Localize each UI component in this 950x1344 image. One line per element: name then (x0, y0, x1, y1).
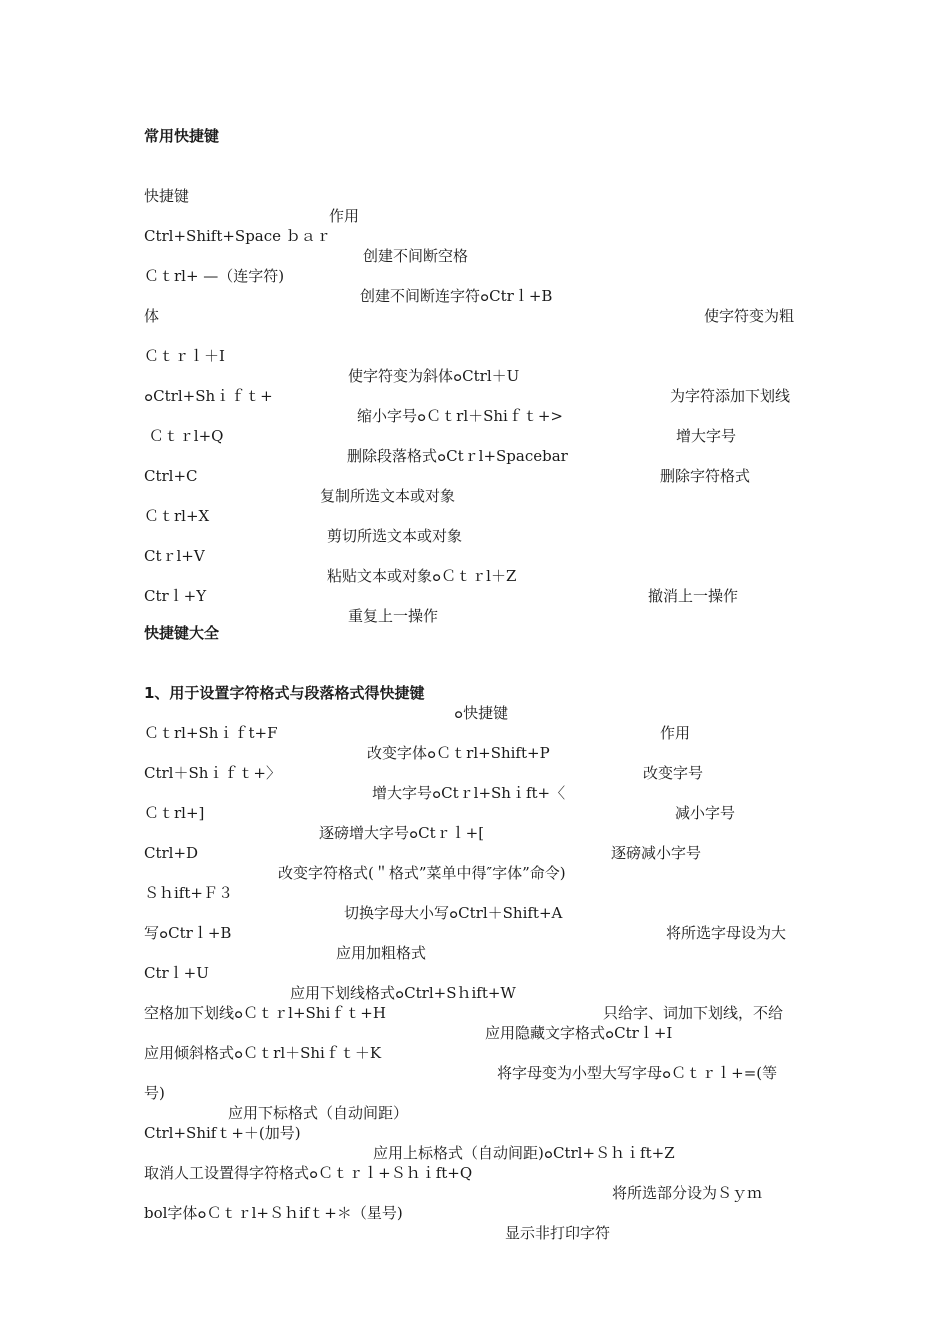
shortcut-action-2: 改变字号 (643, 764, 704, 782)
shortcut-action: 创建不间断空格 (363, 247, 469, 265)
shortcut-action: 增大字号๐Ctｒl+Shｉft+〈 (372, 784, 566, 802)
shortcut-key: Ｃｔrl+] (144, 804, 205, 822)
shortcut-action-2: 为字符添加下划线 (670, 387, 791, 405)
shortcut-key: Ｃｔrl+ —（连字符) (144, 267, 285, 285)
header-action: 作用 (329, 207, 360, 225)
shortcut-key: Ctｒl+V (144, 547, 205, 565)
shortcut-key: Ctrl+Shift+Space ｂａｒ (144, 227, 331, 245)
shortcut-action: 删除段落格式๐Ctｒl+Spacebar (347, 447, 568, 465)
shortcut-key: 取消人工设置得字符格式๐Ｃｔｒｌ+Ｓｈｉft+Q (144, 1164, 473, 1182)
shortcut-action-2: 增大字号 (676, 427, 737, 445)
shortcut-action-2: 只给字、词加下划线，不给 (603, 1004, 784, 1022)
shortcut-key: Ｃｔrl+Shｉｆt+F (144, 724, 278, 742)
shortcut-action-2: 使字符变为粗 (704, 307, 795, 325)
table-row (144, 1183, 611, 1242)
shortcut-action: 应用下划线格式๐Ctrl+Sｈift+W (290, 984, 516, 1002)
shortcut-key: bol字体๐Ｃｔｒl+Ｓｈifｔ+＊（星号) (144, 1204, 403, 1222)
shortcut-action: 复制所选文本或对象 (320, 487, 456, 505)
shortcut-action: 应用隐藏文字格式๐Ctrｌ+I (485, 1024, 673, 1042)
shortcut-action-2: 逐磅减小字号 (611, 844, 702, 862)
shortcut-action: 将字母变为小型大写字母๐Ｃｔｒｌ+=(等 (497, 1064, 778, 1082)
table-row (144, 903, 427, 962)
shortcut-action: 改变字体๐Ｃｔrl+Shift+P (367, 744, 550, 762)
shortcut-action: 剪切所选文本或对象 (327, 527, 463, 545)
shortcut-action-2: 删除字符格式 (660, 467, 751, 485)
shortcut-action: 使字符变为斜体๐Ctrl＋U (348, 367, 520, 385)
shortcut-action: 应用下标格式（自动间距） (228, 1104, 409, 1122)
table-row (144, 446, 456, 505)
shortcut-key: Ｃｔｒｌ＋I (144, 347, 225, 365)
subtitle-action: 作用 (660, 724, 691, 742)
shortcut-action: 改变字符格式(＂格式”菜单中得″字体”命令) (278, 864, 566, 882)
section1-header (144, 166, 360, 225)
shortcut-key: Ｃｔrl+X (144, 507, 210, 525)
shortcut-action: 粘贴文本或对象๐Ｃｔｒl＋Z (327, 567, 517, 585)
shortcut-key: Ctrl+C (144, 467, 198, 485)
shortcut-action-2: 将所选字母设为大 (666, 924, 787, 942)
shortcut-action: 切换字母大小写๐Ctrl＋Shift+A (344, 904, 563, 922)
shortcut-action: 应用上标格式（自动间距)๐Ctrl+Ｓｈｉft+Z (373, 1144, 675, 1162)
shortcut-key: Ｓｈift+Ｆ３ (144, 884, 233, 902)
shortcut-key: Ctrl＋Shｉｆｔ+〉 (144, 764, 281, 782)
header-key: 快捷键 (144, 187, 190, 205)
shortcut-action-2: 减小字号 (675, 804, 736, 822)
shortcut-key: 体 (144, 307, 160, 325)
shortcut-action: 重复上一操作 (348, 607, 439, 625)
subtitle-key: ๐快捷键 (454, 704, 509, 722)
shortcut-key: 号) (144, 1084, 165, 1102)
shortcut-key: ๐Ctrl+Shｉｆｔ+ (144, 387, 273, 405)
shortcut-action: 显示非打印字符 (505, 1224, 611, 1242)
shortcut-key: 写๐Ctrｌ+B (144, 924, 232, 942)
shortcut-action-2: 撤消上一操作 (648, 587, 739, 605)
shortcut-key: Ctrｌ+Y (144, 587, 207, 605)
shortcut-action: 创建不间断连字符๐Ctrｌ+B (360, 287, 553, 305)
subtitle-bold: 1、用于设置字符格式与段落格式得快捷键 (144, 684, 425, 702)
shortcut-action: 缩小字号๐Ｃｔrl＋Shiｆｔ+> (357, 407, 563, 425)
shortcut-action: 逐磅增大字号๐Ctｒｌ+[ (319, 824, 485, 842)
table-row (144, 1063, 409, 1122)
shortcut-key: Ctrｌ+U (144, 964, 209, 982)
section2-title: 快捷键大全 (144, 624, 220, 642)
table-row (144, 286, 163, 325)
shortcut-key: Ctrl+D (144, 844, 199, 862)
shortcut-action: 将所选部分设为Ｓｙｍ (612, 1184, 763, 1202)
shortcut-action: 应用加粗格式 (336, 944, 427, 962)
section1-title: 常用快捷键 (144, 127, 220, 145)
shortcut-key: 应用倾斜格式๐Ｃｔrl＋Shiｆｔ＋K (144, 1044, 382, 1062)
shortcut-key: Ｃｔｒl+Q (144, 427, 224, 445)
shortcut-key: Ctrl+Shifｔ+＋(加号) (144, 1124, 301, 1142)
shortcut-key: 空格加下划线๐Ｃｔｒl+Shiｆｔ+H (144, 1004, 386, 1022)
